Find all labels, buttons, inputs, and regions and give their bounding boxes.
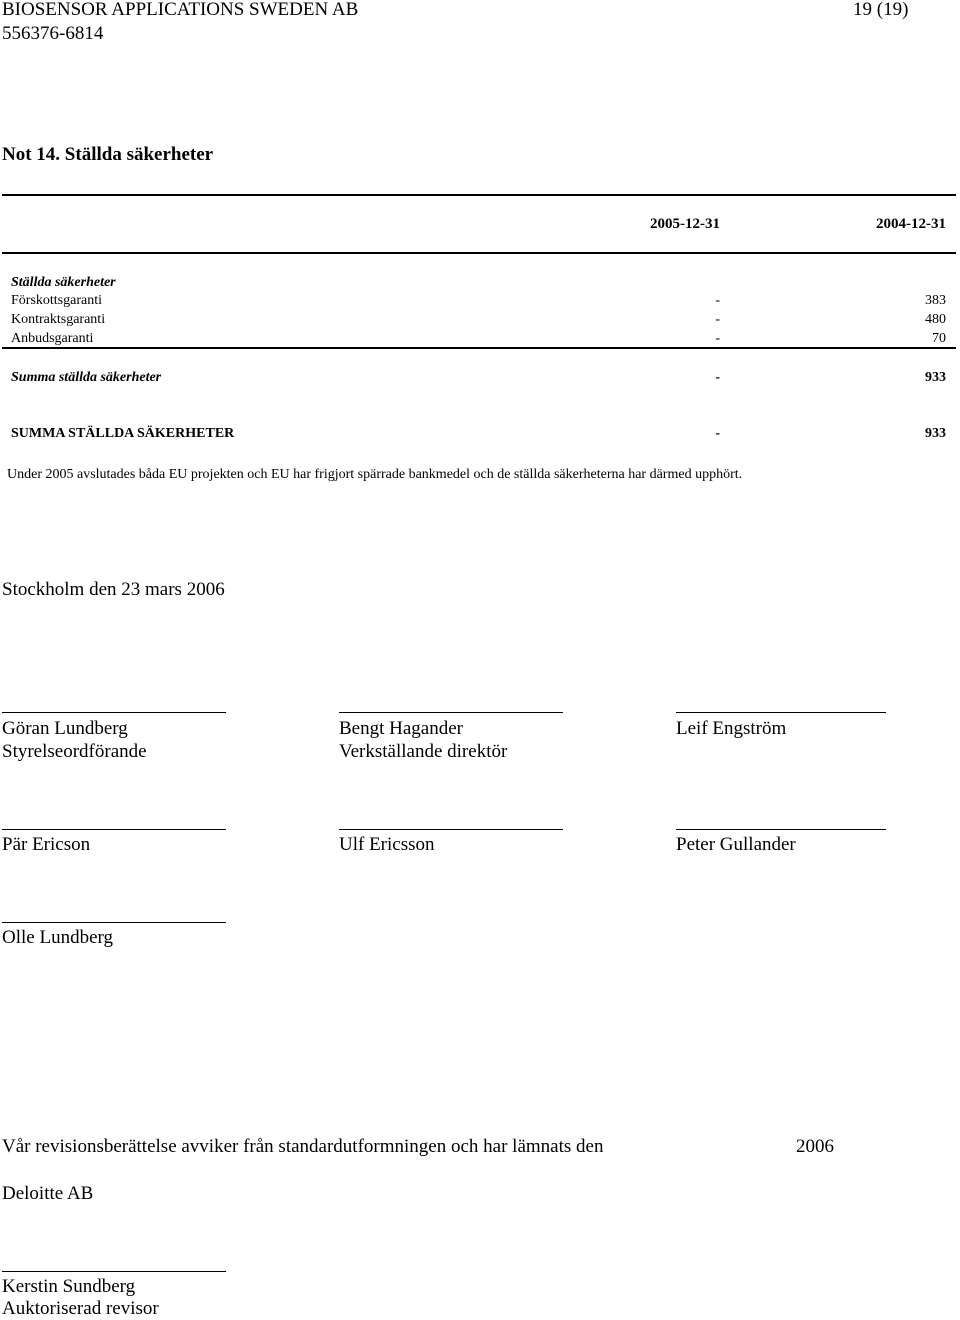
note-title: Not 14. Ställda säkerheter xyxy=(2,144,214,165)
signatory-name: Bengt Hagander xyxy=(339,718,463,739)
auditor-title: Auktoriserad revisor xyxy=(2,1298,159,1319)
row-value-2004: 480 xyxy=(925,312,946,327)
signatory-name: Leif Engström xyxy=(676,718,787,739)
audit-year: 2006 xyxy=(796,1136,834,1157)
section-title: Ställda säkerheter xyxy=(11,275,116,290)
signature-line xyxy=(676,712,886,713)
subtotal-value-2004: 933 xyxy=(925,370,946,385)
column-header-2005: 2005-12-31 xyxy=(650,216,720,232)
signatory-name: Olle Lundberg xyxy=(2,927,113,948)
subtotal-value-2005: - xyxy=(715,370,720,385)
audit-statement: Vår revisionsberättelse avviker från standardutformningen och har lämnats den xyxy=(2,1136,604,1157)
row-label: Kontraktsgaranti xyxy=(11,312,106,327)
org-number: 556376-6814 xyxy=(2,23,104,44)
signature-line xyxy=(339,712,563,713)
signature-line xyxy=(676,829,886,830)
total-label: SUMMA STÄLLDA SÄKERHETER xyxy=(11,426,235,441)
company-name: BIOSENSOR APPLICATIONS SWEDEN AB xyxy=(2,0,359,20)
row-value-2004: 383 xyxy=(925,293,946,308)
column-header-2004: 2004-12-31 xyxy=(876,216,946,232)
page-number: 19 (19) xyxy=(853,0,909,20)
total-value-2004: 933 xyxy=(925,426,946,441)
signatory-role: Styrelseordförande xyxy=(2,741,147,762)
row-label: Anbudsgaranti xyxy=(11,331,94,346)
row-value-2005: - xyxy=(715,293,720,308)
audit-firm: Deloitte AB xyxy=(2,1183,94,1204)
row-value-2005: - xyxy=(715,312,720,327)
row-value-2005: - xyxy=(715,331,720,346)
place-date: Stockholm den 23 mars 2006 xyxy=(2,579,225,600)
signatory-role: Verkställande direktör xyxy=(339,741,508,762)
signature-line xyxy=(2,922,226,923)
table-top-rule xyxy=(2,194,956,196)
table-header-rule xyxy=(2,252,956,254)
auditor-name: Kerstin Sundberg xyxy=(2,1276,136,1297)
signature-line xyxy=(2,712,226,713)
signatory-name: Peter Gullander xyxy=(676,834,796,855)
signature-line xyxy=(2,829,226,830)
signatory-name: Ulf Ericsson xyxy=(339,834,435,855)
total-value-2005: - xyxy=(715,426,720,441)
signature-line xyxy=(2,1271,226,1272)
signatory-name: Göran Lundberg xyxy=(2,718,128,739)
subtotal-rule xyxy=(2,347,956,349)
signature-line xyxy=(339,829,563,830)
row-value-2004: 70 xyxy=(932,331,946,346)
row-label: Förskottsgaranti xyxy=(11,293,102,308)
note-comment: Under 2005 avslutades båda EU projekten och EU har frigjort spärrade bankmedel och de ställda säkerheterna har därmed upphört. xyxy=(7,467,743,482)
subtotal-label: Summa ställda säkerheter xyxy=(11,370,162,385)
signatory-name: Pär Ericson xyxy=(2,834,91,855)
